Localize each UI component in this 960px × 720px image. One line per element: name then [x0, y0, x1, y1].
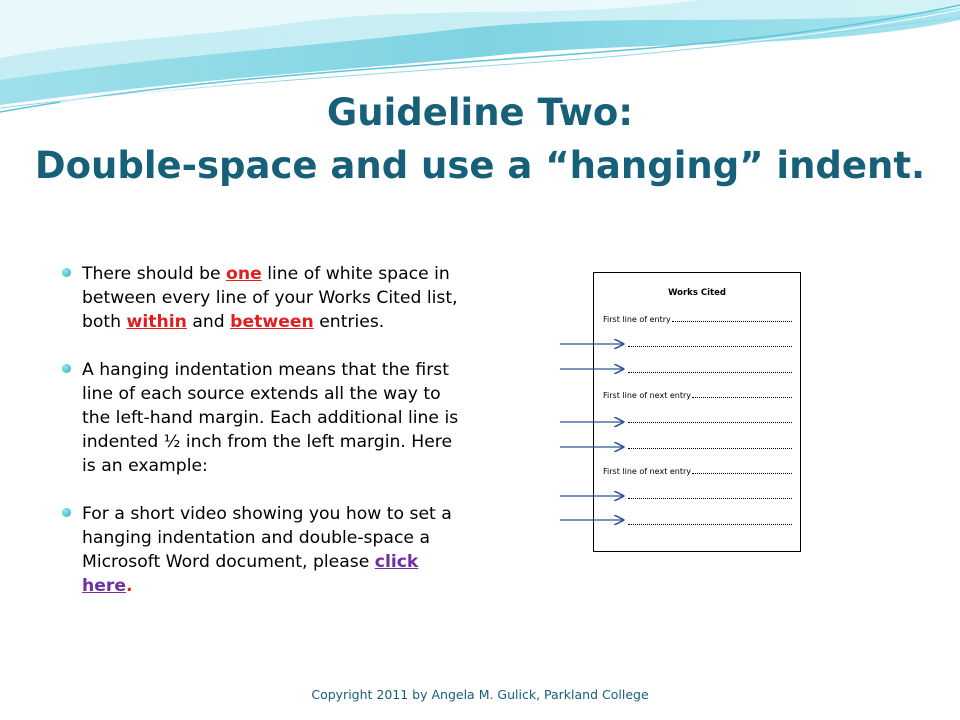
- bullet-text: There should be: [82, 264, 227, 284]
- works-cited-heading: Works Cited: [668, 288, 726, 298]
- entry-indented-line: [627, 416, 792, 423]
- bullet-text: For a short video showing you how to set a hanging indentation and double-space a Microsoft Word document, please: [82, 504, 452, 572]
- bullet-item-spacing: [60, 262, 470, 334]
- emphasis-within: within: [126, 312, 187, 332]
- click-here-link[interactable]: click here: [82, 552, 419, 596]
- emphasis-one: one: [226, 264, 262, 284]
- entry-first-line-label: First line of entry: [603, 315, 671, 324]
- copyright-footer: Copyright 2011 by Angela M. Gulick, Parkland College: [311, 687, 649, 702]
- next-entry-first-line-label: First line of next entry: [603, 467, 692, 476]
- indent-arrows: [555, 330, 635, 530]
- entry-indented-line: [627, 442, 792, 449]
- slide-title: [0, 86, 960, 192]
- period: .: [126, 576, 133, 596]
- title-line-2: Double-space and use a “hanging” indent.: [34, 144, 926, 187]
- bullet-text: and: [186, 312, 231, 332]
- bullet-text: line of white space in between every line of your Works Cited list, both: [82, 264, 458, 332]
- bullet-list: [60, 262, 470, 622]
- entry-first-line: [603, 315, 792, 324]
- entry-indented-line: [627, 492, 792, 499]
- next-entry-first-line-label: First line of next entry: [603, 391, 692, 400]
- bullet-text: entries.: [313, 312, 385, 332]
- entry-indented-line: [627, 518, 792, 525]
- bullet-item-video: [60, 502, 470, 598]
- title-line-1: Guideline Two:: [326, 91, 634, 134]
- bullet-text: A hanging indentation means that the first line of each source extends all the way to the left-hand margin. Each additional line is indented ½ inch from the left margin. Here is an example:: [82, 360, 459, 476]
- entry-indented-line: [627, 340, 792, 347]
- emphasis-between: between: [230, 312, 314, 332]
- entry-indented-line: [627, 366, 792, 373]
- bullet-item-hanging-indent: [60, 358, 470, 478]
